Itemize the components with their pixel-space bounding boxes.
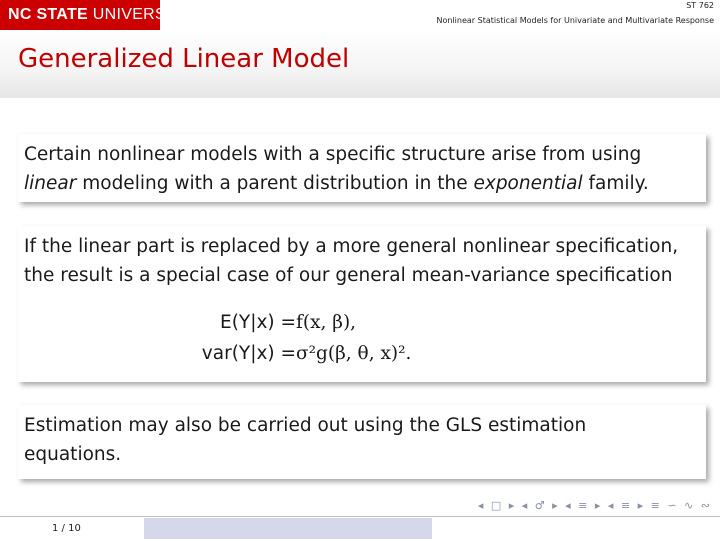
text-block-3 xyxy=(18,405,706,479)
text-block-2 xyxy=(18,226,706,382)
block2-line1: If the linear part is replaced by a more general nonlinear specification, xyxy=(24,236,679,257)
block1-line2-mid: modeling with a parent distribution in the xyxy=(76,173,474,194)
equation-mean-lhs: E(Y|x) = xyxy=(220,312,296,333)
block3-line2: equations. xyxy=(24,444,122,465)
emphasis-linear: linear xyxy=(24,173,77,194)
equation-variance-lhs: var(Y|x) = xyxy=(201,343,296,364)
slide-title: Generalized Linear Model xyxy=(18,44,350,74)
logo-bold-text: NC STATE xyxy=(8,6,89,23)
block1-line2-end: family. xyxy=(582,173,649,194)
beamer-navigation-icons[interactable]: ◂ □ ▸ ◂ ♂ ▸ ◂ ≡ ▸ ◂ ≡ ▸ ≡ ∽ ∿ ∾ xyxy=(477,499,712,512)
block1-line1: Certain nonlinear models with a specific structure arise from using xyxy=(24,144,642,165)
emphasis-exponential: exponential xyxy=(473,173,583,194)
equation-mean-rhs: f(x, β), xyxy=(296,312,357,333)
block3-line1: Estimation may also be carried out using the GLS estimation xyxy=(24,415,587,436)
page-number: 1 / 10 xyxy=(52,523,81,534)
block2-line2: the result is a special case of our general mean-variance specification xyxy=(24,265,673,286)
university-logo xyxy=(0,0,192,30)
block1-line2 xyxy=(24,169,700,198)
footer-bar xyxy=(0,516,720,541)
equation-variance-rhs: σ²g(β, θ, x)². xyxy=(296,343,412,364)
course-title: Nonlinear Statistical Models for Univariate and Multivariate Response xyxy=(436,16,714,25)
logo-rest-text: UNIVERSITY xyxy=(92,6,192,23)
footer-divider xyxy=(0,516,720,517)
footer-progress-box xyxy=(144,518,432,539)
text-block-1 xyxy=(18,134,706,202)
header-bar xyxy=(0,0,720,30)
course-code: ST 762 xyxy=(686,1,714,10)
